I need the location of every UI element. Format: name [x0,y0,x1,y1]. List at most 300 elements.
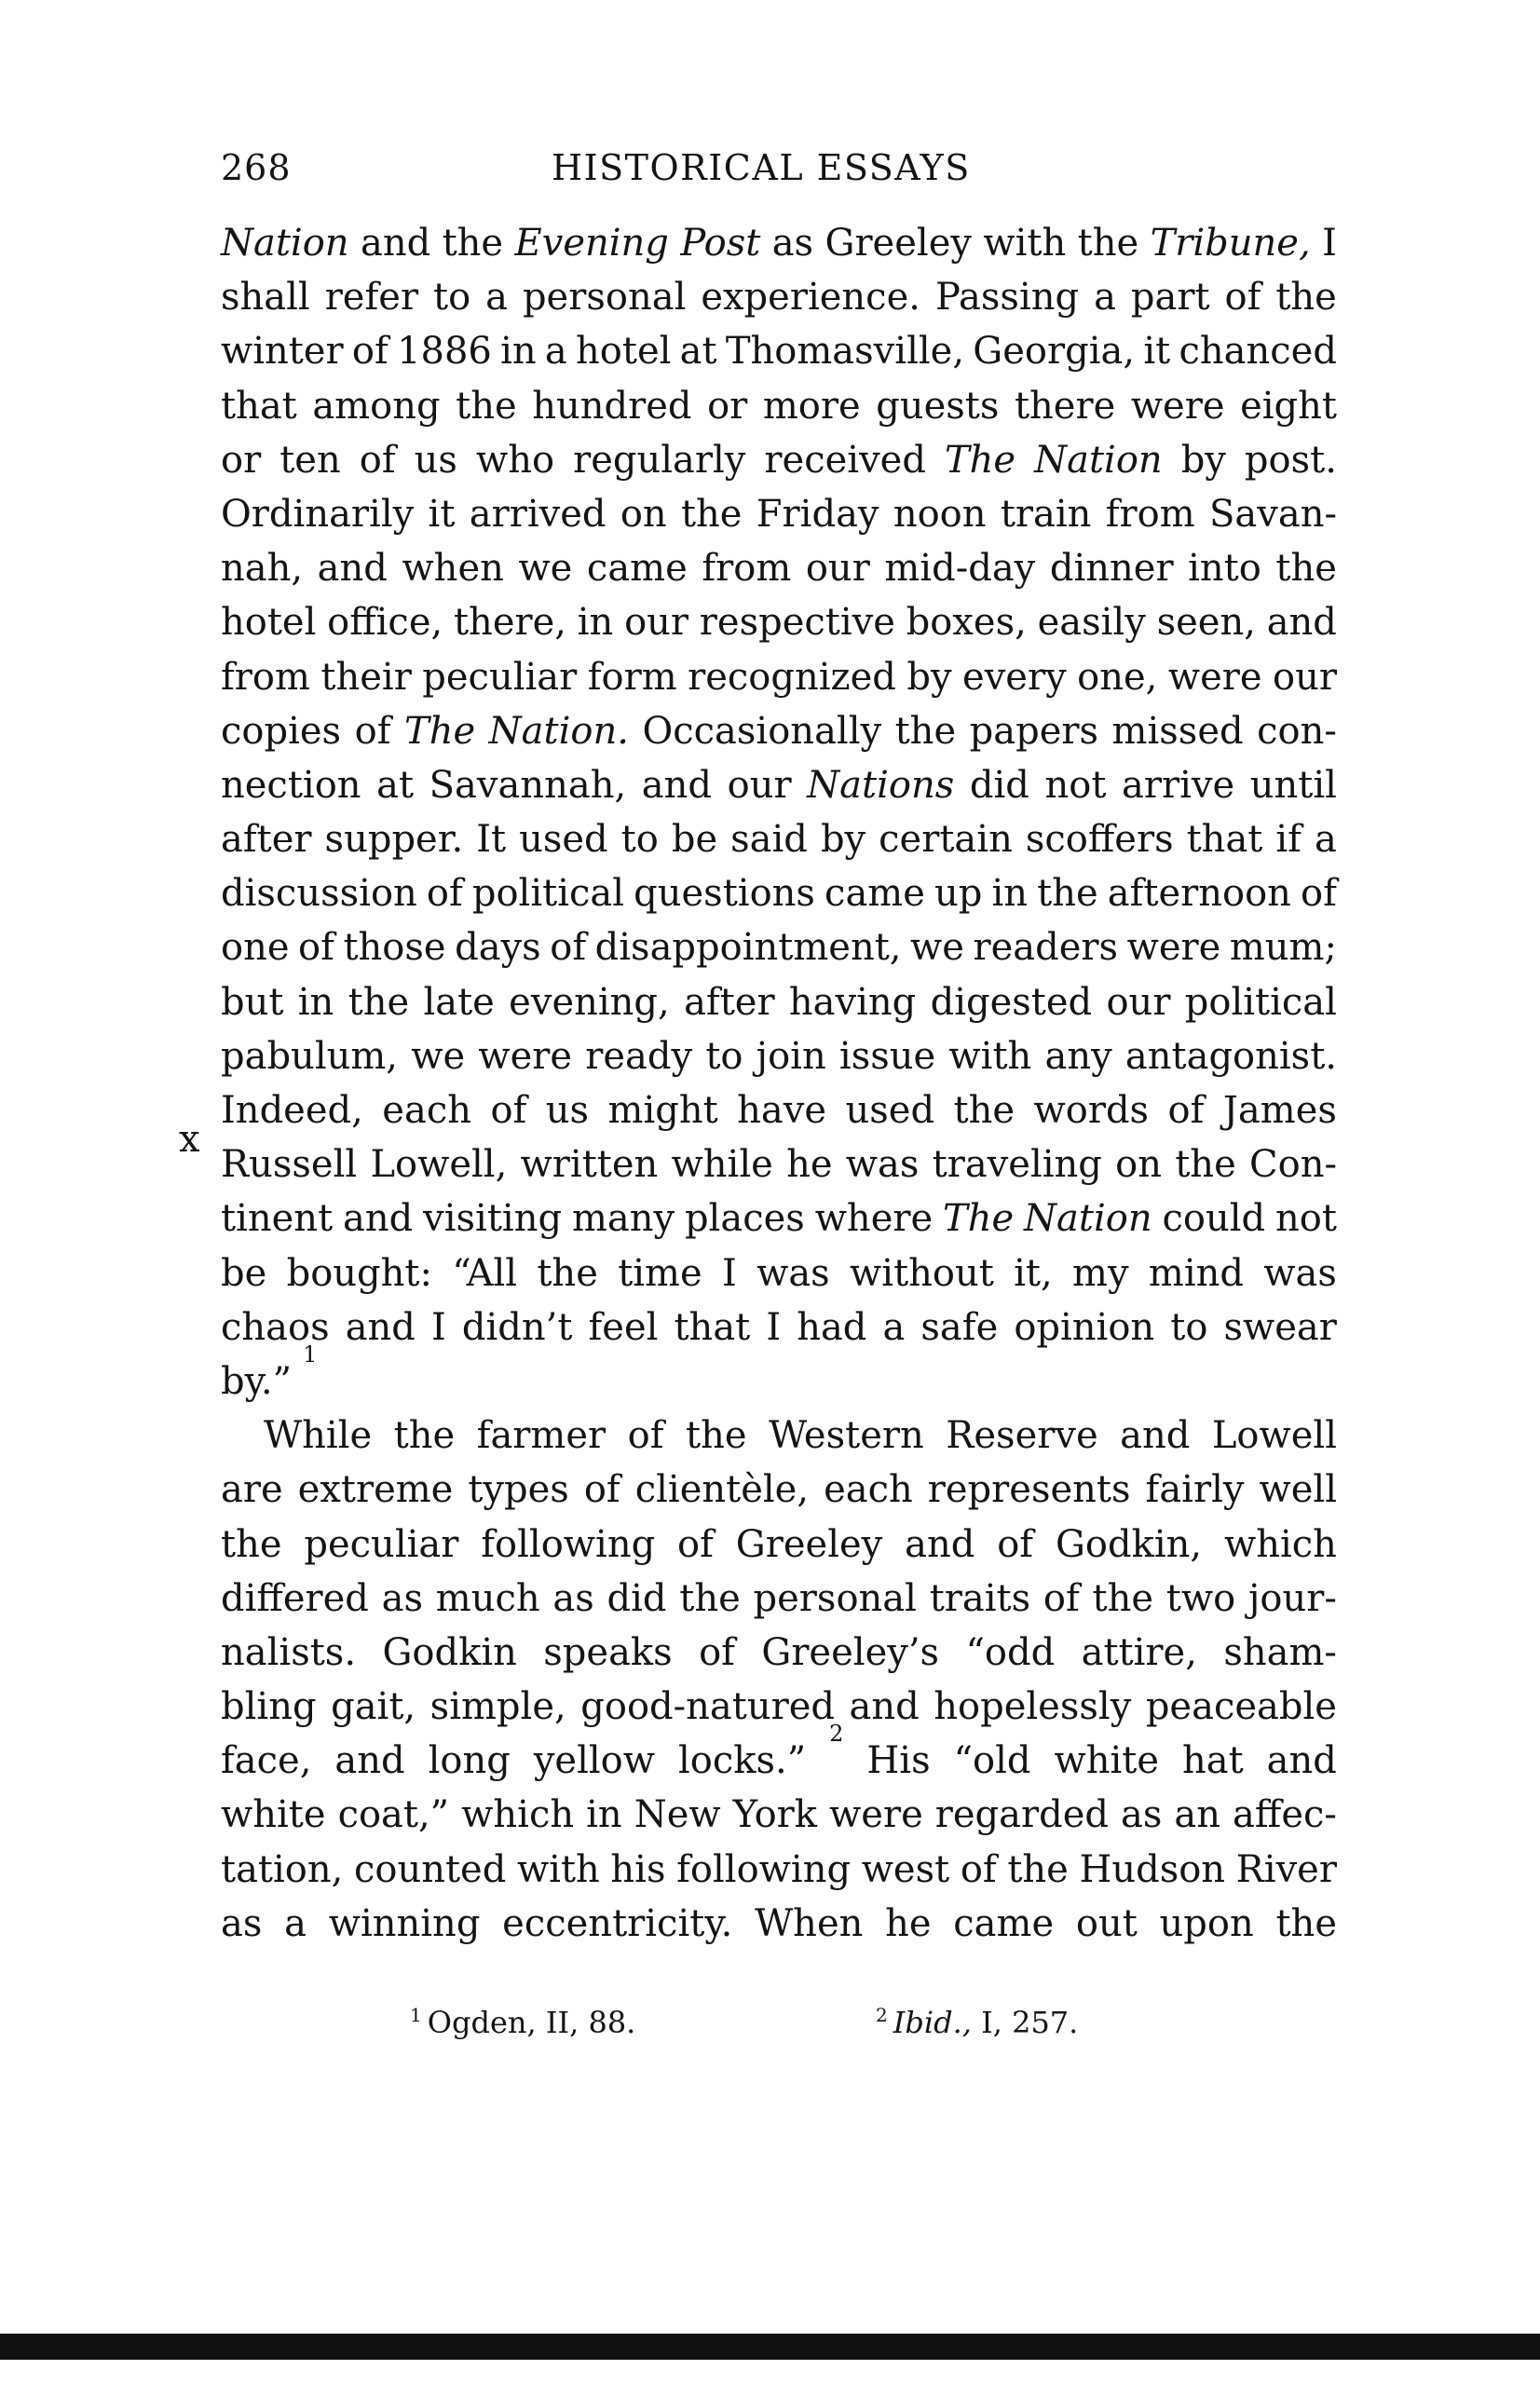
text-line [221,487,1337,541]
text-line [221,1721,1337,1788]
word: to [1170,1305,1208,1349]
word: safe [920,1305,999,1349]
word: in [297,980,334,1024]
word: was [1263,1251,1337,1295]
word: with [948,1034,1032,1078]
word: we [411,1034,466,1078]
word: the [1037,872,1098,916]
text-line [221,1341,1337,1409]
word: Con- [1249,1143,1337,1187]
text-line [221,975,1337,1029]
word: Georgia, [973,330,1136,374]
word: respective [699,601,895,645]
page-header [221,147,1339,203]
word: the [1275,547,1337,591]
footnote-marker: 2 [876,2004,888,2027]
word: on [1115,1143,1162,1187]
word: each [382,1089,471,1132]
word: It [476,818,507,862]
word: a [544,330,567,374]
word: sham- [1223,1630,1337,1674]
word: the [456,384,517,428]
word: Savannah, [429,763,627,807]
word: I [766,1305,782,1349]
word: issue [838,1034,936,1078]
word: my [1072,1251,1129,1295]
footnote-text: Ogden, II, 88. [427,2005,636,2040]
word: our [727,763,792,807]
word: winning [328,1901,481,1945]
text-line [221,1192,1337,1246]
word: River [1235,1847,1337,1891]
word: Hudson [1079,1847,1226,1891]
word: places [684,1197,805,1241]
word: 1886 [397,330,492,374]
word: questions [634,872,815,916]
word: the [953,1089,1015,1132]
word: of [1167,1089,1205,1132]
word: and [334,1739,405,1783]
word: used [519,818,608,862]
text-line [221,595,1337,649]
word: much [435,1576,540,1620]
word: from [702,547,792,591]
word: came [825,872,925,916]
word: did [969,763,1029,807]
word: form [587,655,677,699]
word: types [468,1468,569,1512]
word: after [684,980,775,1024]
word: farmer [476,1414,606,1458]
word: while [671,1143,773,1187]
word: Occasionally [642,709,882,753]
word: did [606,1576,667,1620]
word: and [317,547,388,591]
word: James [1222,1089,1337,1132]
word: the [537,1251,598,1295]
word: us [545,1089,590,1132]
word: shall [221,276,310,320]
word: political [1184,980,1337,1024]
word: tation, [221,1847,344,1891]
word: had [797,1305,867,1349]
word: came [953,1901,1055,1945]
word: or [707,384,748,428]
word: as [771,222,814,265]
text-line [221,920,1337,974]
word: pabulum, [221,1034,399,1078]
word: ready [585,1034,693,1078]
footnote-2 [876,2005,1078,2040]
word: affec- [1233,1793,1337,1837]
word: his [610,1847,666,1891]
word: a [485,276,508,320]
word: the [1077,222,1139,265]
word: peaceable [1145,1685,1337,1729]
word: or [221,438,262,482]
word: were [829,1793,923,1837]
word: our [1106,980,1171,1024]
word: scoffers [1025,818,1174,862]
word: nah, [221,547,304,591]
word: there, [453,601,566,645]
word: one [221,926,290,970]
word: of [960,1847,997,1891]
word: “old [953,1739,1031,1783]
word: we [518,547,573,591]
word: time [618,1251,702,1295]
word: and [849,1685,920,1729]
word: join [756,1034,826,1078]
word: Post [680,222,761,265]
word: extreme [297,1468,454,1512]
word: the [442,222,504,265]
word: more [762,384,861,428]
word: differed [221,1576,369,1620]
word: when [402,547,504,591]
word: mum; [1229,926,1337,970]
word: hat [1182,1739,1244,1783]
word: received [764,438,926,482]
text-line [221,1029,1337,1083]
word: disappointment, [594,926,902,970]
word: well [1259,1468,1337,1512]
word: not [1044,763,1107,807]
word: Russell [221,1143,358,1187]
word: arrive [1121,763,1235,807]
word: part [1130,276,1210,320]
word: regarded [934,1793,1110,1837]
text-line [221,1246,1337,1300]
word: The [943,1197,1015,1241]
word: those [343,926,446,970]
word: the [1275,276,1337,320]
word: Passing [934,276,1080,320]
word: a [284,1901,307,1945]
text-line [221,650,1337,704]
word: that [221,384,297,428]
word: guests [876,384,1000,428]
word: used [845,1089,935,1132]
word: our [1272,655,1337,699]
word: locks.” [677,1739,807,1783]
word: chanced [1179,330,1337,374]
word: refer [324,276,419,320]
word: Savan- [1209,492,1337,536]
text-line [221,1083,1337,1137]
text-line [221,1843,1337,1897]
word: experience. [701,276,920,320]
word: missed [1111,709,1244,753]
word: nection [221,763,361,807]
word: swear [1223,1305,1337,1349]
word: “odd [965,1630,1056,1674]
word: Nations [807,763,955,807]
word: feel [588,1305,659,1349]
word: which [1223,1522,1337,1566]
word: represents [927,1468,1131,1512]
word: the [894,709,957,753]
word: a [1315,818,1337,862]
word: con- [1257,709,1337,753]
word: in [586,1793,622,1837]
word: eccentricity. [502,1901,733,1945]
word: the [1275,1901,1337,1945]
word: who [475,438,555,482]
word: the [679,1576,741,1620]
word: certain [879,818,1013,862]
footnote-text: I, 257. [981,2005,1079,2040]
word: yellow [533,1739,656,1783]
word: post. [1244,438,1337,482]
word: and [345,1305,416,1349]
word: When [755,1901,864,1945]
word: peculiar [304,1522,459,1566]
word: many [571,1197,675,1241]
word: face, [221,1739,312,1783]
word: without [850,1251,994,1295]
text-line [221,1788,1337,1842]
word: it, [1014,1251,1053,1295]
word: if [1275,818,1302,862]
word: visiting [423,1197,563,1241]
text-line [221,1463,1337,1517]
word: Greeley’s [761,1630,940,1674]
word: and [905,1522,975,1566]
word: of [359,438,396,482]
word: Godkin [382,1630,517,1674]
word: Reserve [946,1414,1098,1458]
word: our [624,601,689,645]
word: to [433,276,471,320]
word: by [906,655,952,699]
body-text [221,216,1337,1951]
word: west [861,1847,950,1891]
word: of [699,1630,735,1674]
margin-mark: x [179,1118,200,1161]
word: and [1266,1739,1337,1783]
word: the [686,1414,747,1458]
word: I [721,1251,737,1295]
word: antagonist. [1124,1034,1337,1078]
text-line [221,1897,1337,1951]
word: out [1075,1901,1138,1945]
word: one, [1077,655,1158,699]
word: of [426,872,463,916]
word: New [634,1793,721,1837]
word: Ordinarily [221,492,415,536]
word: digested [930,980,1093,1024]
word: of [1224,276,1261,320]
text-line [221,866,1337,920]
word: Thomasville, [725,330,965,374]
word: and [1120,1414,1191,1458]
word: and [343,1197,414,1241]
word: ten [279,438,341,482]
word: I [430,1305,446,1349]
word: boxes, [906,601,1027,645]
word: tinent [221,1197,334,1241]
word: of [1043,1576,1080,1620]
word: from [1105,492,1195,536]
text-line [221,1137,1337,1192]
word: the [680,492,743,536]
page-number: 268 [221,147,292,188]
word: could [1162,1197,1266,1241]
word: evening, [509,980,670,1024]
text-line [221,433,1337,487]
text-line [221,1680,1337,1734]
word: Indeed, [221,1089,363,1132]
word: easily [1037,601,1146,645]
word: which [461,1793,575,1837]
word: have [737,1089,827,1132]
word: long [428,1739,511,1783]
word: Western [769,1414,924,1458]
word: copies [221,709,342,753]
word: as [1121,1793,1163,1837]
word: of [354,709,391,753]
word: political [471,872,625,916]
word: as [221,1901,263,1945]
word: following [676,1847,852,1891]
word: from [221,655,310,699]
word: Friday [756,492,879,536]
word: every [962,655,1067,699]
word: of [351,330,388,374]
footnote-marker: 1 [410,2004,422,2027]
word: the [221,1522,282,1566]
word: it [428,492,456,536]
word: following [481,1522,656,1566]
word: Tribune, [1150,222,1311,265]
word: two [1165,1576,1236,1620]
word: speaks [543,1630,673,1674]
word: His [866,1739,931,1783]
word: bought: [286,1251,432,1295]
word: that [674,1305,751,1349]
word: the [348,980,410,1024]
word: Greeley [735,1522,883,1566]
word: in [577,601,614,645]
word: readers [973,926,1119,970]
word: eight [1240,384,1337,428]
word: bling [221,1685,317,1729]
word: recognized [688,655,896,699]
word: as [381,1576,424,1620]
word: didn’t [461,1305,573,1349]
word: I [1322,222,1337,265]
word: mind [1148,1251,1244,1295]
word: office, [327,601,443,645]
word: winter [221,330,344,374]
word: with [983,222,1067,265]
word: of [583,1468,620,1512]
footnote-italic-text: Ibid., [893,2005,972,2040]
text-line [221,812,1337,866]
word: of [550,926,587,970]
word: white [1054,1739,1160,1783]
word: of [677,1522,714,1566]
word: arrived [469,492,606,536]
word: opinion [1014,1305,1155,1349]
word: seen, [1156,601,1256,645]
word: said [730,818,808,862]
word: attire, [1081,1630,1197,1674]
word: into [1188,547,1261,591]
word: by [1180,438,1226,482]
word: was [845,1143,920,1187]
word: Evening [514,222,669,265]
word: “All [452,1251,518,1295]
word: he [786,1143,833,1187]
word: peculiar [422,655,578,699]
text-line [221,1409,1337,1463]
word: at [376,763,415,807]
word: by.” [221,1359,293,1403]
word: hotel [221,601,317,645]
text-line [221,541,1337,595]
word: late [423,980,495,1024]
word: he [885,1901,932,1945]
word: fairly [1145,1468,1245,1512]
word: Lowell, [370,1143,508,1187]
word: regularly [573,438,746,482]
word: papers [969,709,1099,753]
word: Nation. [488,709,629,753]
footnote-reference: 1 [303,1341,318,1368]
word: of [1301,872,1337,916]
word: as [552,1576,594,1620]
word: The [404,709,476,753]
word: noon [893,492,987,536]
word: that [1186,818,1263,862]
word: were [1126,926,1221,970]
word: Godkin, [1055,1522,1203,1566]
word: were [1167,655,1262,699]
word: after [221,818,312,862]
text-line [221,379,1337,433]
word: traits [929,1576,1031,1620]
word: having [788,980,917,1024]
word: our [805,547,870,591]
word: on [620,492,667,536]
word: any [1044,1034,1112,1078]
word: of [490,1089,527,1132]
word: each [824,1468,913,1512]
word: Nation [1024,1197,1152,1241]
word: upon [1159,1901,1254,1945]
word: were [1130,384,1225,428]
word: where [814,1197,934,1241]
word: among [312,384,441,428]
word: gait, [331,1685,416,1729]
word: was [756,1251,830,1295]
word: hotel [576,330,672,374]
word: until [1249,763,1337,807]
word: there [1014,384,1116,428]
word: white [221,1793,326,1837]
word: the [393,1414,456,1458]
word: hundred [532,384,692,428]
word: us [414,438,457,482]
text-line [221,324,1337,378]
word: and [360,222,431,265]
text-line [221,704,1337,758]
word: Nation [1034,438,1163,482]
word: simple, [429,1685,566,1729]
word: by [820,818,866,862]
